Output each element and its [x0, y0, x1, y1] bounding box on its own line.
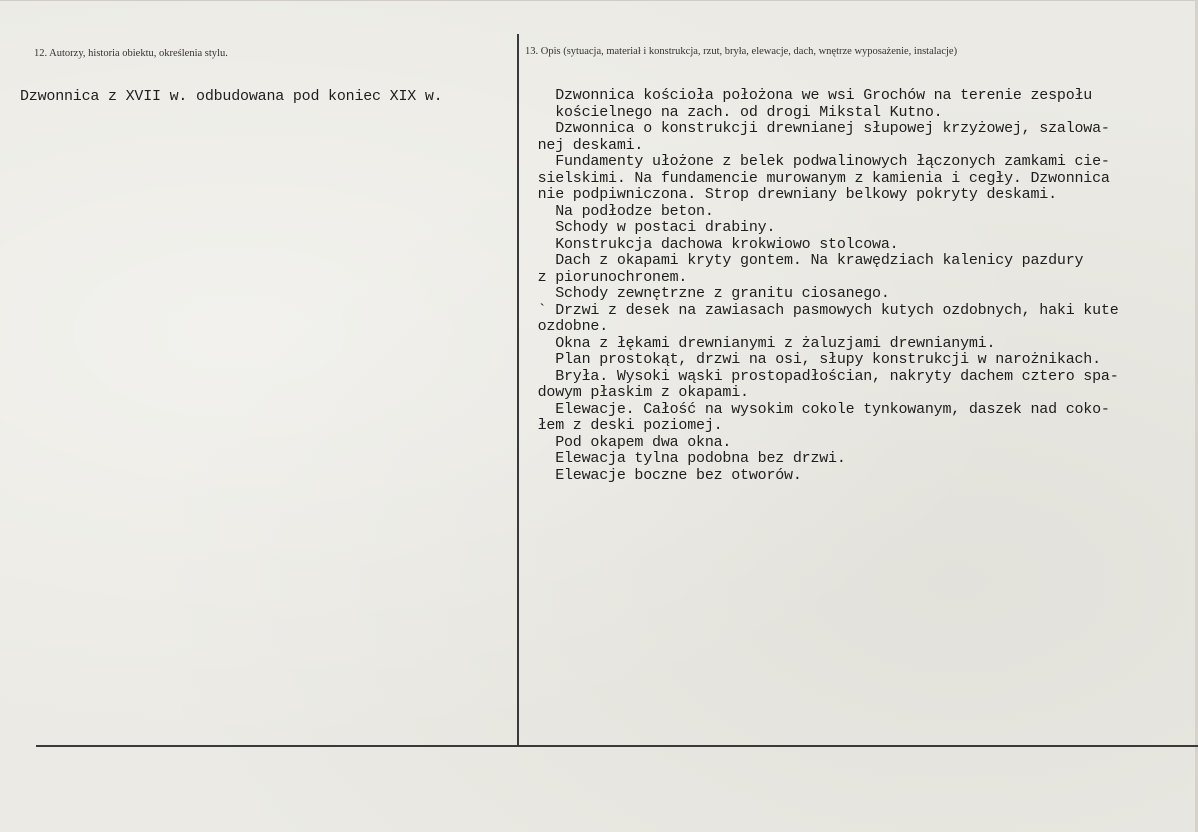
description-line: nie podpiwniczona. Strop drewniany belkowy pokryty deskami.: [520, 186, 1057, 203]
section-12-label: 12. Autorzy, historia obiektu, określenia stylu.: [34, 48, 228, 59]
bottom-rule: [36, 745, 1198, 747]
description-line: Na podłodze beton.: [520, 202, 714, 220]
description-line: nej deskami.: [520, 136, 644, 154]
description-line: Dach z okapami kryty gontem. Na krawędziach kalenicy pazdury: [520, 252, 1084, 269]
description-line: ` Drzwi z desek na zawiasach pasmowych kutych ozdobnych, haki kute: [520, 301, 1119, 319]
description-line: Plan prostokąt, drzwi na osi, słupy konstrukcji w narożnikach.: [520, 351, 1101, 368]
section-13-description: [520, 88, 1192, 484]
description-line: Okna z łękami drewnianymi z żaluzjami drewnianymi.: [520, 334, 996, 352]
description-line: Konstrukcja dachowa krokwiowo stolcowa.: [520, 235, 899, 253]
description-line: łem z deski poziomej.: [520, 417, 723, 434]
description-line: kościelnego na zach. od drogi Mikstal Kutno.: [520, 103, 943, 121]
description-line: z piorunochronem.: [520, 268, 688, 286]
description-line: Bryła. Wysoki wąski prostopadłościan, nakryty dachem cztero spa-: [520, 367, 1119, 385]
description-line: Fundamenty ułożone z belek podwalinowych łączonych zamkami cie-: [520, 153, 1110, 170]
top-edge-rule: [0, 0, 1198, 1]
description-line: Dzwonnica kościoła położona we wsi Grochów na terenie zespołu: [520, 87, 1093, 104]
description-line: Pod okapem dwa okna.: [520, 433, 732, 451]
section-12-text: Dzwonnica z XVII w. odbudowana pod koniec XIX w.: [20, 88, 443, 105]
section-13-label: 13. Opis (sytuacja, materiał i konstrukcja, rzut, bryła, elewacje, dach, wnętrze wyposażenie, instalacje): [525, 46, 958, 57]
description-line: Elewacje boczne bez otworów.: [520, 466, 802, 484]
description-line: Schody zewnętrzne z granitu ciosanego.: [520, 285, 890, 302]
description-line: ozdobne.: [520, 318, 609, 335]
description-line: Schody w postaci drabiny.: [520, 219, 776, 236]
description-line: sielskimi. Na fundamencie murowanym z kamienia i cegły. Dzwonnica: [520, 169, 1110, 187]
column-divider: [517, 34, 519, 745]
description-line: Elewacje. Całość na wysokim cokole tynkowanym, daszek nad coko-: [520, 400, 1110, 418]
description-line: Elewacja tylna podobna bez drzwi.: [520, 450, 846, 467]
description-line: dowym płaskim z okapami.: [520, 384, 749, 401]
description-line: Dzwonnica o konstrukcji drewnianej słupowej krzyżowej, szalowa-: [520, 120, 1110, 137]
